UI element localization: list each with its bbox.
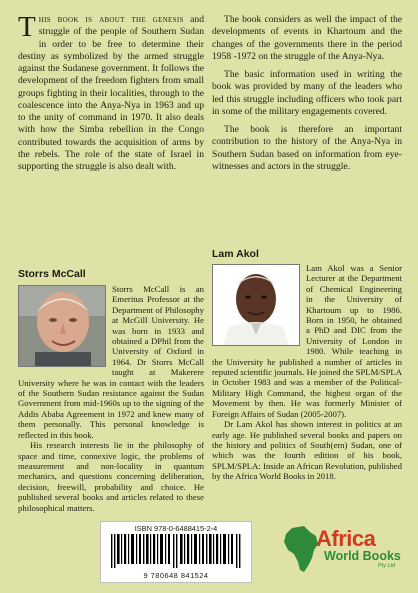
isbn-label: ISBN 978-0-6488415-2-4: [134, 524, 218, 533]
intro-right-paragraph-1: The book considers as well the impact of the developments of events in Khartoum and the changes of the governments there in the period 1958 -1972 on the struggle of the Anya-Nya.: [212, 14, 402, 62]
author-name-storrs-mccall: Storrs McCall: [18, 268, 86, 280]
author-bio-right-paragraph-2: Dr Lam Akol has shown interest in politics at an early age. He published several books and papers on the history and politics of South(ern) Sudan, one of which was the fourth edition of his book, SPLM/SPLA: Inside an African Revolution, published by the Africa World Books in 2018.: [212, 419, 402, 482]
author-name-lam-akol: Lam Akol: [212, 248, 259, 260]
intro-left-paragraph: [18, 11, 204, 173]
barcode-bars: [107, 534, 245, 574]
author-photo-storrs-mccall: [18, 285, 106, 367]
drop-cap: T: [18, 11, 36, 43]
publisher-logo: [282, 524, 402, 584]
lead-caps: his book is about the genesis: [38, 14, 184, 25]
author-bio-left-paragraph-1: Storrs McCall is an Emeritus Professor at the Department of Philosophy at McGill University. He was born in 1933 and obtained a DPhil from the University of Oxford in 1964. Dr Storrs McCall taught at Makerere University where he was in contact with the leaders of the Southern Sudan resistance against the Sudan Government from mid-1960s up to the signing of the Addis Ababa Agreement in 1972 and knew many of them personally. This personal knowledge is reflected in this book.: [18, 284, 204, 440]
intro-left-text: and struggle of the people of Southern Sudan in order to be free to determine their destiny as symbolized by the armed struggle against the Sudanese government. It follows the development of the freedom fighters from small groups fighting in their localities, through to the coalescence into the Anya-Nya in 1963 and up to the unity of command in 1970. It also deals with how the Simba rebellion in the Congo contributed towards the acquisition of arms by the rebels. The role of the state of Israel in supporting the struggle is also dealt with.: [18, 14, 204, 172]
author-bio-right: [212, 263, 402, 482]
publisher-suffix: Pty Ltd: [378, 563, 396, 569]
publisher-brand: Africa: [316, 526, 376, 551]
isbn-barcode: [100, 521, 252, 583]
intro-right-paragraph-3: The book is therefore an important contribution to the history of the Anya-Nya in Southern Sudan based on information from eye-witnesses and actors in the struggle.: [212, 124, 402, 172]
intro-right-paragraph-2: The basic information used in writing the book was provided by many of the leaders who led this struggle including officers who took part in some of the military engagements covered.: [212, 69, 402, 117]
author-bio-left: [18, 284, 204, 513]
intro-left-column: [18, 11, 204, 173]
author-photo-lam-akol: [212, 264, 300, 346]
author-bio-right-paragraph-1: Lam Akol was a Senior Lecturer at the Department of Chemical Engineering in the University of Khartoum up to 1986. Born in 1950, he obtained a PhD and DIC from the University of London in 1980. While teaching in the University he published a number of articles in reputed scientific journals. He joined the SPLM/SPLA in October 1983 and was a member of the Political-Military High Command, the highest organ of the Movement by then. He was formerly Minister of Foreign Affairs of Sudan (2005-2007).: [212, 263, 402, 419]
intro-right-column: [212, 14, 402, 173]
publisher-subtitle: World Books: [324, 549, 401, 563]
barcode-digits: 9 780648 841524: [143, 571, 209, 580]
author-bio-left-paragraph-2: His research interests lie in the philosophy of space and time, connexive logic, the problems of measurement and non-locality in quantum mechanics, and questions concerning deliberation, decision, freewill, probability and choice. He published several books and articles related to these philosophical matters.: [18, 440, 204, 513]
